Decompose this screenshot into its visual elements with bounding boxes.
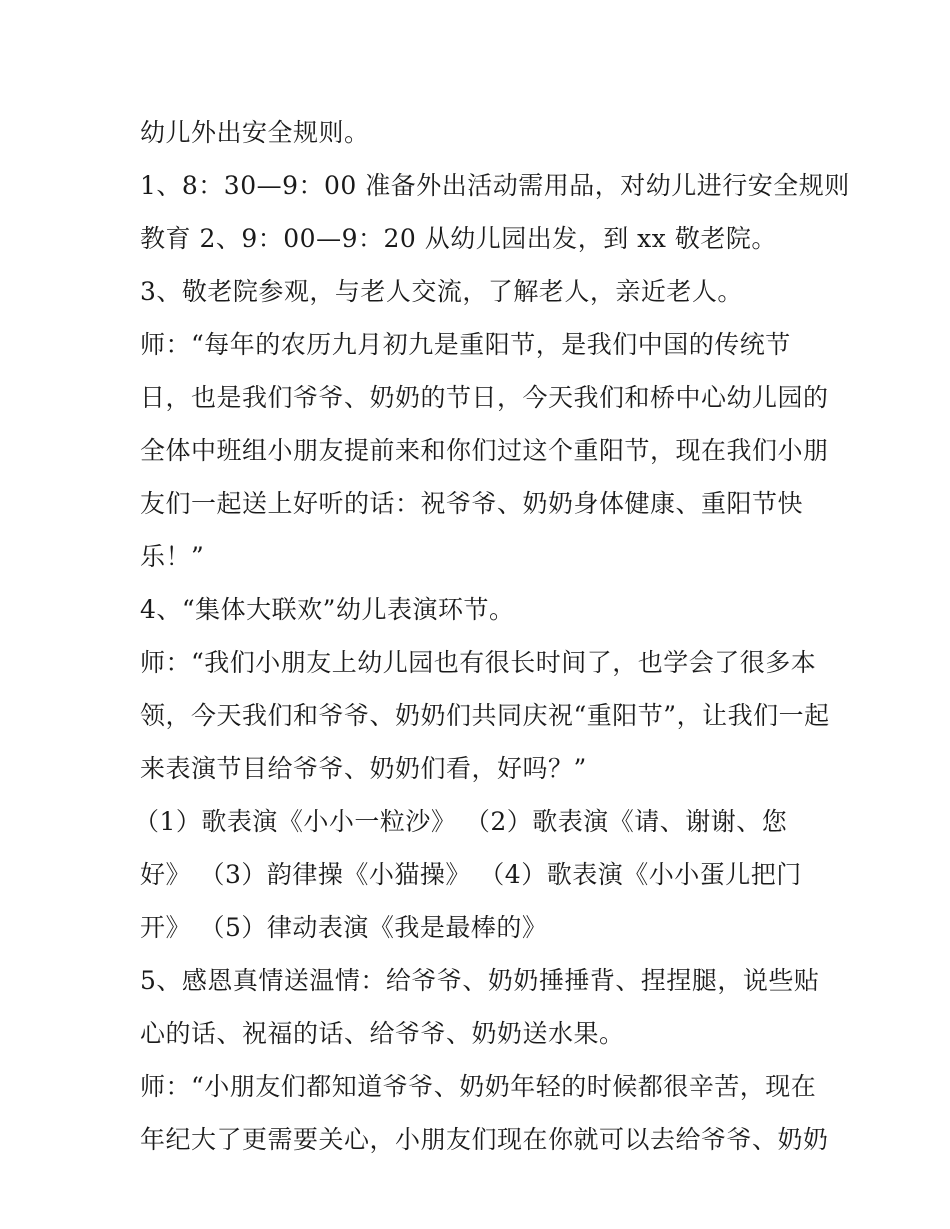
text-line: 5、感恩真情送温情：给爷爷、奶奶捶捶背、捏捏腿，说些贴 bbox=[140, 966, 820, 995]
text-line: 领，今天我们和爷爷、奶奶们共同庆祝“重阳节”，让我们一起 bbox=[140, 701, 830, 730]
text-line: 4、“集体大联欢”幼儿表演环节。 bbox=[140, 595, 515, 624]
text-line: 日，也是我们爷爷、奶奶的节日，今天我们和桥中心幼儿园的 bbox=[140, 383, 829, 412]
text-line: 师：“我们小朋友上幼儿园也有很长时间了，也学会了很多本 bbox=[140, 648, 817, 677]
text-line: 师：“小朋友们都知道爷爷、奶奶年轻的时候都很辛苦，现在 bbox=[140, 1072, 817, 1101]
text-line: 师：“每年的农历九月初九是重阳节，是我们中国的传统节 bbox=[140, 330, 791, 359]
text-line: 好》 （3）韵律操《小猫操》 （4）歌表演《小小蛋儿把门 bbox=[140, 860, 802, 889]
document-body bbox=[134, 106, 850, 1166]
text-line: 心的话、祝福的话、给爷爷、奶奶送水果。 bbox=[140, 1019, 625, 1048]
text-line: 友们一起送上好听的话：祝爷爷、奶奶身体健康、重阳节快 bbox=[140, 489, 804, 518]
text-line: 年纪大了更需要关心，小朋友们现在你就可以去给爷爷、奶奶 bbox=[140, 1125, 829, 1154]
text-line: 全体中班组小朋友提前来和你们过这个重阳节，现在我们小朋 bbox=[140, 436, 829, 465]
text-line: 来表演节目给爷爷、奶奶们看，好吗？” bbox=[140, 754, 587, 783]
text-line: 开》 （5）律动表演《我是最棒的》 bbox=[140, 913, 548, 942]
text-line: 幼儿外出安全规则。 bbox=[140, 118, 370, 147]
text-line: 乐！” bbox=[140, 542, 205, 571]
text-line: 教育 2、9：00—9：20 从幼儿园出发，到 xx 敬老院。 bbox=[140, 224, 777, 253]
text-line: 1、8：30—9：00 准备外出活动需用品，对幼儿进行安全规则 bbox=[140, 171, 850, 200]
text-line: 3、敬老院参观，与老人交流，了解老人，亲近老人。 bbox=[140, 277, 743, 306]
text-line: （1）歌表演《小小一粒沙》 （2）歌表演《请、谢谢、您 bbox=[134, 807, 788, 836]
